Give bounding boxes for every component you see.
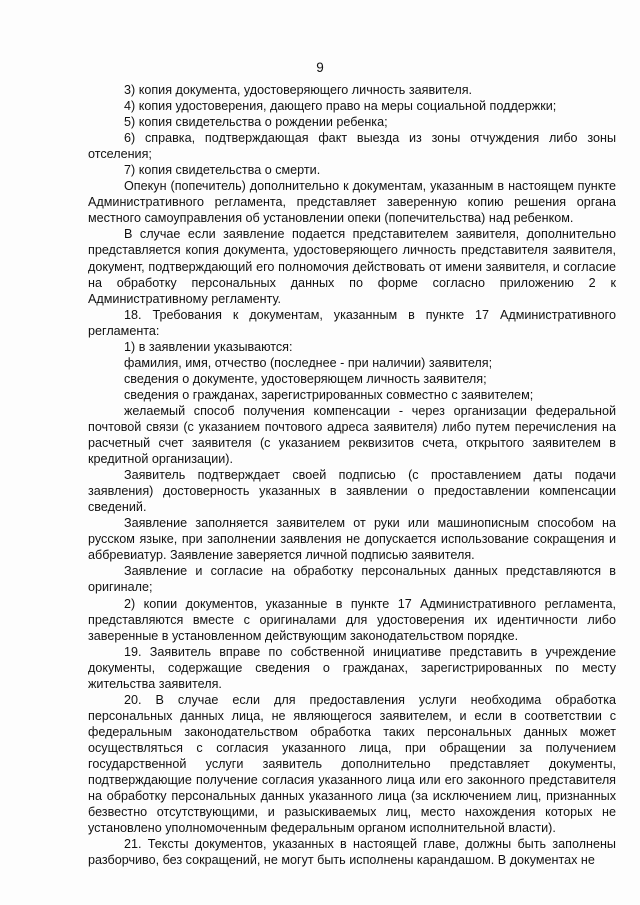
document-body xyxy=(88,82,616,868)
paragraph: Заявление и согласие на обработку персональных данных представляются в оригинале; xyxy=(88,564,616,595)
paragraph: 1) в заявлении указываются: xyxy=(124,339,293,354)
paragraph: 2) копии документов, указанные в пункте 17 Административного регламента, представляются вместе с оригиналами для удостоверения их идентичности либо заверенные в установленном действующим законодательством порядке. xyxy=(88,596,616,643)
paragraph: фамилия, имя, отчество (последнее - при наличии) заявителя; xyxy=(124,355,493,370)
page-number: 9 xyxy=(316,60,324,75)
paragraph: 7) копия свидетельства о смерти. xyxy=(124,163,321,178)
paragraph: Заявление заполняется заявителем от руки или машинописным способом на русском языке, при заполнении заявления не допускается использование сокращения и аббревиатур. Заявление заверяется личной подписью заявителя. xyxy=(88,516,616,563)
paragraph: 4) копия удостоверения, дающего право на меры социальной поддержки; xyxy=(124,99,557,114)
paragraph: 3) копия документа, удостоверяющего личность заявителя. xyxy=(124,83,473,97)
paragraph: В случае если заявление подается представителем заявителя, дополнительно представляется копия документа, удостоверяющего личность представителя заявителя, документ, подтверждающий его полномочия действовать от имени заявителя, и согласие на обработку персональных данных по форме согласно приложению 2 к Административному регламенту. xyxy=(88,227,616,306)
paragraph: 18. Требования к документам, указанным в пункте 17 Административного регламента: xyxy=(88,307,616,338)
paragraph: Опекун (попечитель) дополнительно к документам, указанным в настоящем пункте Административного регламента, представляет заверенную копию решения органа местного самоуправления об установлении опеки (попечительства) над ребенком. xyxy=(88,179,616,226)
paragraph: сведения о гражданах, зарегистрированных совместно с заявителем; xyxy=(124,387,534,402)
paragraph: 19. Заявитель вправе по собственной инициативе представить в учреждение документы, содержащие сведения о гражданах, зарегистрированных по месту жительства заявителя. xyxy=(88,644,616,691)
paragraph: 21. Тексты документов, указанных в настоящей главе, должны быть заполнены разборчиво, без сокращений, не могут быть исполнены карандашом. В документах не xyxy=(88,837,616,868)
paragraph: 20. В случае если для предоставления услуги необходима обработка персональных данных лица, не являющегося заявителем, и если в соответствии с федеральным законодательством обработка таких персональных данных может осуществляться с согласия указанного лица, при обращении за получением государственной услуги заявитель дополнительно представляет документы, подтверждающие получение согласия указанного лица или его законного представителя на обработку персональных данных указанного лица (за исключением лиц, признанных безвестно отсутствующими, и разыскиваемых лиц, место нахождения которых не установлено уполномоченным федеральным органом исполнительной власти). xyxy=(88,692,616,836)
paragraph: желаемый способ получения компенсации - через организации федеральной почтовой связи (с указанием почтового адреса заявителя) либо путем перечисления на расчетный счет заявителя (с указанием реквизитов счета, открытого заявителем в кредитной организации). xyxy=(88,403,616,467)
paragraph: 6) справка, подтверждающая факт выезда из зоны отчуждения либо зоны отселения; xyxy=(88,131,616,162)
paragraph: 5) копия свидетельства о рождении ребенка; xyxy=(124,115,388,130)
paragraph: Заявитель подтверждает своей подписью (с проставлением даты подачи заявления) достоверность указанных в заявлении о предоставлении компенсации сведений. xyxy=(88,468,616,515)
paragraph: сведения о документе, удостоверяющем личность заявителя; xyxy=(124,371,487,386)
